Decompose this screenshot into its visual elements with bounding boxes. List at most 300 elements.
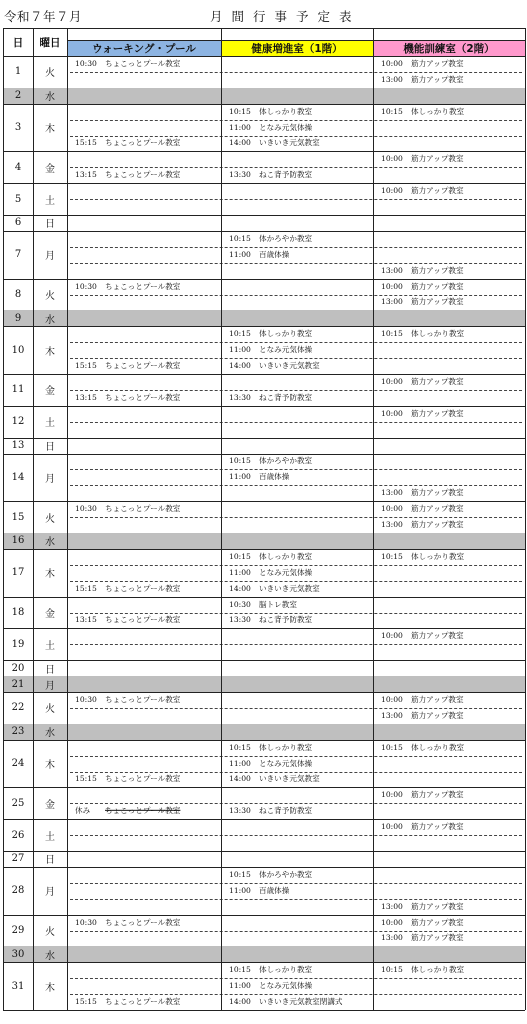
day-weekday: 木 bbox=[45, 569, 55, 581]
header-health: 健康増進室（1階） bbox=[221, 40, 373, 56]
event-name: 筋力アップ教室 bbox=[411, 933, 464, 943]
health-event bbox=[229, 123, 312, 131]
training-event bbox=[381, 823, 464, 831]
day-weekday: 月 bbox=[45, 473, 55, 485]
day-weekday: 木 bbox=[45, 760, 55, 772]
health-event bbox=[229, 107, 312, 115]
row-divider bbox=[70, 883, 522, 884]
day-number: 23 bbox=[11, 726, 25, 738]
day-number: 21 bbox=[11, 678, 25, 690]
event-time: 10:30 bbox=[75, 917, 97, 927]
row-divider bbox=[70, 295, 522, 296]
event-name: ちょこっとプール教室 bbox=[105, 917, 181, 927]
day-weekday: 日 bbox=[45, 442, 55, 454]
event-name: いきいき元気教室 bbox=[259, 138, 320, 148]
event-name: 筋力アップ教室 bbox=[411, 519, 464, 529]
event-time: 10:15 bbox=[381, 329, 403, 339]
day-number: 31 bbox=[11, 980, 25, 992]
event-name: ちょこっとプール教室 bbox=[105, 694, 181, 704]
row-divider bbox=[67, 40, 525, 41]
event-time: 15:15 bbox=[75, 583, 97, 593]
event-time: 14:00 bbox=[229, 138, 251, 148]
day-weekday: 日 bbox=[45, 219, 55, 231]
day-weekday: 火 bbox=[45, 513, 55, 525]
day-weekday: 木 bbox=[45, 124, 55, 136]
event-time: 15:15 bbox=[75, 138, 97, 148]
event-name: となみ元気体操 bbox=[259, 980, 313, 990]
header-training: 機能訓練室（2階） bbox=[373, 40, 525, 56]
training-event bbox=[381, 712, 464, 720]
pool-event bbox=[75, 918, 180, 926]
pool-event bbox=[75, 584, 180, 592]
event-time: 10:30 bbox=[229, 599, 251, 609]
event-name: いきいき元気教室 bbox=[259, 360, 320, 370]
event-name: 筋力アップ教室 bbox=[411, 488, 464, 498]
pool-event bbox=[75, 139, 180, 147]
health-event bbox=[229, 139, 320, 147]
event-time: 14:00 bbox=[229, 774, 251, 784]
pool-event bbox=[75, 362, 180, 370]
day-weekday: 火 bbox=[45, 68, 55, 80]
health-event bbox=[229, 966, 312, 974]
event-name: 体しっかり教室 bbox=[411, 551, 465, 561]
event-name: 体しっかり教室 bbox=[411, 742, 465, 752]
day-number: 29 bbox=[11, 924, 25, 936]
row-divider bbox=[70, 342, 522, 343]
day-number: 7 bbox=[14, 249, 22, 261]
pool-event bbox=[75, 807, 180, 815]
day-weekday: 月 bbox=[45, 887, 55, 899]
day-number: 9 bbox=[14, 312, 22, 324]
event-name: 体かろやか教室 bbox=[259, 869, 313, 879]
day-number: 20 bbox=[11, 662, 25, 674]
event-name: ちょこっとプール教室 bbox=[105, 170, 181, 180]
event-name: ちょこっとプール教室 bbox=[105, 392, 181, 402]
pool-event bbox=[75, 394, 180, 402]
day-number: 26 bbox=[11, 829, 25, 841]
event-time: 10:00 bbox=[381, 154, 403, 164]
training-event bbox=[381, 282, 464, 290]
training-event bbox=[381, 298, 464, 306]
row-divider bbox=[70, 978, 522, 979]
day-row bbox=[3, 851, 525, 867]
training-event bbox=[381, 902, 464, 910]
event-time: 10:00 bbox=[381, 917, 403, 927]
day-row bbox=[3, 215, 525, 231]
row-divider bbox=[70, 565, 522, 566]
event-name: 筋力アップ教室 bbox=[411, 58, 464, 68]
row-divider bbox=[70, 899, 522, 900]
row-divider bbox=[3, 28, 525, 29]
column-divider bbox=[221, 28, 222, 1010]
header-weekday: 曜日 bbox=[39, 36, 61, 49]
health-event bbox=[229, 251, 289, 259]
event-name: 筋力アップ教室 bbox=[411, 631, 464, 641]
row-divider bbox=[3, 1010, 525, 1011]
pool-event bbox=[75, 998, 180, 1006]
event-time: 10:30 bbox=[75, 281, 97, 291]
pool-event bbox=[75, 775, 180, 783]
day-weekday: 金 bbox=[45, 608, 55, 620]
event-name: 百歳体操 bbox=[259, 249, 290, 259]
event-time: 10:15 bbox=[381, 106, 403, 116]
health-event bbox=[229, 553, 312, 561]
event-name: 筋力アップ教室 bbox=[411, 901, 464, 911]
day-number: 6 bbox=[14, 217, 22, 229]
day-weekday: 金 bbox=[45, 386, 55, 398]
row-divider bbox=[70, 167, 522, 168]
event-name: ちょこっとプール教室 bbox=[105, 360, 181, 370]
event-time: 10:30 bbox=[75, 694, 97, 704]
training-event bbox=[381, 521, 464, 529]
event-time: 14:00 bbox=[229, 996, 251, 1006]
training-event bbox=[381, 791, 464, 799]
event-time: 13:30 bbox=[229, 392, 251, 402]
day-number: 30 bbox=[11, 948, 25, 960]
event-time: 10:00 bbox=[381, 821, 403, 831]
event-name: 体しっかり教室 bbox=[411, 106, 465, 116]
event-name: ちょこっとプール教室 bbox=[105, 583, 181, 593]
training-event bbox=[381, 918, 464, 926]
day-number: 13 bbox=[11, 440, 25, 452]
document-header bbox=[0, 0, 527, 28]
event-time: 10:00 bbox=[381, 503, 403, 513]
event-time: 10:00 bbox=[381, 408, 403, 418]
health-event bbox=[229, 473, 289, 481]
row-divider bbox=[70, 931, 522, 932]
event-name: となみ元気体操 bbox=[259, 567, 313, 577]
health-event bbox=[229, 235, 312, 243]
day-weekday: 月 bbox=[45, 680, 55, 692]
health-event bbox=[229, 982, 312, 990]
event-name: 筋力アップ教室 bbox=[411, 821, 464, 831]
event-name: となみ元気体操 bbox=[259, 344, 313, 354]
health-event bbox=[229, 887, 289, 895]
event-name: いきいき元気教室閉講式 bbox=[259, 996, 343, 1006]
row-divider bbox=[70, 708, 522, 709]
training-event bbox=[381, 330, 464, 338]
event-time: 14:00 bbox=[229, 360, 251, 370]
event-time: 13:00 bbox=[381, 74, 403, 84]
day-number: 8 bbox=[14, 288, 22, 300]
day-number: 22 bbox=[11, 702, 25, 714]
event-name: 筋力アップ教室 bbox=[411, 376, 464, 386]
day-weekday: 月 bbox=[45, 251, 55, 263]
day-weekday: 水 bbox=[45, 314, 55, 326]
event-name: 体しっかり教室 bbox=[411, 329, 465, 339]
day-number: 19 bbox=[11, 638, 25, 650]
health-event bbox=[229, 616, 312, 624]
event-time: 13:15 bbox=[75, 392, 97, 402]
day-number: 2 bbox=[14, 90, 22, 102]
event-name: いきいき元気教室 bbox=[259, 583, 320, 593]
event-name: 筋力アップ教室 bbox=[411, 154, 464, 164]
event-time: 11:00 bbox=[229, 758, 251, 768]
event-name: 脳トレ教室 bbox=[259, 599, 297, 609]
health-event bbox=[229, 171, 312, 179]
event-time: 10:15 bbox=[229, 233, 251, 243]
event-time: 10:00 bbox=[381, 694, 403, 704]
event-name: 筋力アップ教室 bbox=[411, 694, 464, 704]
training-event bbox=[381, 553, 464, 561]
event-time: 13:00 bbox=[381, 901, 403, 911]
day-weekday: 火 bbox=[45, 290, 55, 302]
row-divider bbox=[70, 756, 522, 757]
day-number: 16 bbox=[11, 535, 25, 547]
column-divider bbox=[67, 28, 68, 1010]
day-row bbox=[3, 438, 525, 454]
event-time: 11:00 bbox=[229, 567, 251, 577]
row-divider bbox=[70, 72, 522, 73]
event-time: 11:00 bbox=[229, 344, 251, 354]
event-time: 10:00 bbox=[381, 58, 403, 68]
event-time: 11:00 bbox=[229, 885, 251, 895]
day-row bbox=[3, 676, 525, 692]
day-weekday: 水 bbox=[45, 728, 55, 740]
event-name: 筋力アップ教室 bbox=[411, 297, 464, 307]
row-divider bbox=[70, 469, 522, 470]
day-row bbox=[3, 660, 525, 676]
health-event bbox=[229, 871, 312, 879]
day-row bbox=[3, 310, 525, 326]
health-event bbox=[229, 775, 320, 783]
event-time: 10:15 bbox=[229, 551, 251, 561]
health-event bbox=[229, 346, 312, 354]
event-time: 10:15 bbox=[229, 869, 251, 879]
training-event bbox=[381, 632, 464, 640]
era-month: 令和７年７月 bbox=[4, 9, 83, 24]
event-time: 10:15 bbox=[229, 742, 251, 752]
event-time: 13:30 bbox=[229, 615, 251, 625]
schedule-table bbox=[3, 28, 525, 1020]
day-number: 17 bbox=[11, 567, 25, 579]
event-name: 筋力アップ教室 bbox=[411, 917, 464, 927]
training-event bbox=[381, 966, 464, 974]
event-name: 筋力アップ教室 bbox=[411, 281, 464, 291]
pool-event bbox=[75, 171, 180, 179]
day-weekday: 水 bbox=[45, 537, 55, 549]
pool-event bbox=[75, 505, 180, 513]
event-name: ちょこっとプール教室 bbox=[105, 774, 181, 784]
event-time: 10:15 bbox=[229, 456, 251, 466]
training-event bbox=[381, 696, 464, 704]
day-number: 25 bbox=[11, 797, 25, 809]
event-name: ちょこっとプール教室 bbox=[105, 615, 181, 625]
row-divider bbox=[70, 613, 522, 614]
row-divider bbox=[70, 994, 522, 995]
row-divider bbox=[70, 772, 522, 773]
row-divider bbox=[70, 485, 522, 486]
row-divider bbox=[70, 517, 522, 518]
event-name: ちょこっとプール教室 bbox=[105, 996, 181, 1006]
event-name: 筋力アップ教室 bbox=[411, 265, 464, 275]
training-event bbox=[381, 266, 464, 274]
day-row bbox=[3, 533, 525, 549]
event-name: 筋力アップ教室 bbox=[411, 408, 464, 418]
event-time: 10:15 bbox=[229, 106, 251, 116]
training-event bbox=[381, 743, 464, 751]
event-time: 11:00 bbox=[229, 122, 251, 132]
health-event bbox=[229, 600, 297, 608]
health-event bbox=[229, 743, 312, 751]
event-time: 13:30 bbox=[229, 806, 251, 816]
day-weekday: 土 bbox=[45, 195, 55, 207]
event-time: 13:00 bbox=[381, 519, 403, 529]
event-time: 10:00 bbox=[381, 185, 403, 195]
column-divider bbox=[373, 28, 374, 1010]
event-name: ちょこっとプール教室 bbox=[105, 281, 181, 291]
column-divider bbox=[525, 28, 526, 1010]
pool-event bbox=[75, 696, 180, 704]
row-divider bbox=[70, 136, 522, 137]
event-time: 10:15 bbox=[381, 551, 403, 561]
event-time: 13:00 bbox=[381, 265, 403, 275]
event-name: 筋力アップ教室 bbox=[411, 710, 464, 720]
training-event bbox=[381, 505, 464, 513]
training-event bbox=[381, 934, 464, 942]
event-name: 筋力アップ教室 bbox=[411, 790, 464, 800]
health-event bbox=[229, 807, 312, 815]
event-name: 体かろやか教室 bbox=[259, 456, 313, 466]
day-weekday: 火 bbox=[45, 704, 55, 716]
event-name: ちょこっとプール教室 bbox=[105, 503, 181, 513]
column-divider bbox=[3, 28, 4, 1010]
row-divider bbox=[70, 390, 522, 391]
row-divider bbox=[3, 56, 525, 57]
event-name: ねこ背予防教室 bbox=[259, 392, 313, 402]
event-name: 体しっかり教室 bbox=[259, 965, 313, 975]
day-number: 15 bbox=[11, 511, 25, 523]
day-weekday: 金 bbox=[45, 799, 55, 811]
training-event bbox=[381, 155, 464, 163]
event-name: ねこ背予防教室 bbox=[259, 615, 313, 625]
page-title: 月間行事予定表 bbox=[210, 9, 361, 24]
day-row bbox=[3, 724, 525, 740]
day-weekday: 水 bbox=[45, 92, 55, 104]
day-row bbox=[3, 946, 525, 962]
health-event bbox=[229, 362, 320, 370]
day-number: 28 bbox=[11, 885, 25, 897]
event-name: 百歳体操 bbox=[259, 472, 290, 482]
event-name: となみ元気体操 bbox=[259, 758, 313, 768]
day-number: 10 bbox=[11, 344, 25, 356]
event-name: 体しっかり教室 bbox=[259, 329, 313, 339]
event-time: 13:15 bbox=[75, 170, 97, 180]
health-event bbox=[229, 569, 312, 577]
day-weekday: 日 bbox=[45, 855, 55, 867]
day-number: 18 bbox=[11, 606, 25, 618]
event-time: 10:00 bbox=[381, 631, 403, 641]
event-time: 11:00 bbox=[229, 980, 251, 990]
event-time: 10:00 bbox=[381, 790, 403, 800]
event-time: 10:00 bbox=[381, 281, 403, 291]
event-time: 10:30 bbox=[75, 58, 97, 68]
event-time: 13:00 bbox=[381, 488, 403, 498]
training-event bbox=[381, 489, 464, 497]
event-name: となみ元気体操 bbox=[259, 122, 313, 132]
event-name: 筋力アップ教室 bbox=[411, 503, 464, 513]
event-time: 15:15 bbox=[75, 774, 97, 784]
event-time: 15:15 bbox=[75, 996, 97, 1006]
health-event bbox=[229, 584, 320, 592]
event-time: 11:00 bbox=[229, 249, 251, 259]
day-number: 11 bbox=[11, 384, 25, 396]
event-name: ちょこっとプール教室 bbox=[105, 806, 181, 816]
event-name: 体かろやか教室 bbox=[259, 233, 313, 243]
event-time: 10:15 bbox=[381, 965, 403, 975]
event-time: 10:00 bbox=[381, 376, 403, 386]
event-name: 筋力アップ教室 bbox=[411, 74, 464, 84]
training-event bbox=[381, 60, 464, 68]
event-time: 13:00 bbox=[381, 710, 403, 720]
event-time: 13:30 bbox=[229, 170, 251, 180]
row-divider bbox=[70, 644, 522, 645]
row-divider bbox=[70, 120, 522, 121]
pool-event bbox=[75, 282, 180, 290]
day-weekday: 金 bbox=[45, 163, 55, 175]
header-day: 日 bbox=[12, 36, 24, 49]
day-number: 3 bbox=[14, 122, 22, 134]
event-name: いきいき元気教室 bbox=[259, 774, 320, 784]
day-number: 5 bbox=[14, 193, 22, 205]
event-time: 10:30 bbox=[75, 503, 97, 513]
training-event bbox=[381, 410, 464, 418]
health-event bbox=[229, 998, 343, 1006]
day-number: 14 bbox=[11, 471, 25, 483]
day-number: 1 bbox=[14, 66, 22, 78]
event-name: 体しっかり教室 bbox=[411, 965, 465, 975]
day-weekday: 火 bbox=[45, 926, 55, 938]
header-pool: ウォーキング・プール bbox=[67, 40, 221, 56]
health-event bbox=[229, 759, 312, 767]
row-divider bbox=[70, 247, 522, 248]
day-weekday: 日 bbox=[45, 664, 55, 676]
day-weekday: 土 bbox=[45, 640, 55, 652]
event-name: ちょこっとプール教室 bbox=[105, 58, 181, 68]
training-event bbox=[381, 187, 464, 195]
health-event bbox=[229, 457, 312, 465]
health-event bbox=[229, 330, 312, 338]
event-time: 13:00 bbox=[381, 933, 403, 943]
event-time: 13:00 bbox=[381, 297, 403, 307]
event-name: ねこ背予防教室 bbox=[259, 170, 313, 180]
day-weekday: 水 bbox=[45, 950, 55, 962]
row-divider bbox=[70, 422, 522, 423]
event-name: 体しっかり教室 bbox=[259, 742, 313, 752]
row-divider bbox=[70, 263, 522, 264]
column-divider bbox=[33, 28, 34, 1010]
day-number: 12 bbox=[11, 416, 25, 428]
event-name: ちょこっとプール教室 bbox=[105, 138, 181, 148]
event-time: 10:15 bbox=[229, 329, 251, 339]
event-name: 体しっかり教室 bbox=[259, 551, 313, 561]
day-weekday: 木 bbox=[45, 346, 55, 358]
event-time: 休み bbox=[75, 806, 91, 816]
row-divider bbox=[70, 803, 522, 804]
row-divider bbox=[70, 358, 522, 359]
event-time: 14:00 bbox=[229, 583, 251, 593]
day-row bbox=[3, 88, 525, 104]
day-weekday: 土 bbox=[45, 418, 55, 430]
event-time: 13:15 bbox=[75, 615, 97, 625]
day-weekday: 木 bbox=[45, 982, 55, 994]
event-time: 10:15 bbox=[381, 742, 403, 752]
training-event bbox=[381, 76, 464, 84]
day-weekday: 土 bbox=[45, 831, 55, 843]
day-number: 24 bbox=[11, 758, 25, 770]
row-divider bbox=[70, 835, 522, 836]
pool-event bbox=[75, 60, 180, 68]
